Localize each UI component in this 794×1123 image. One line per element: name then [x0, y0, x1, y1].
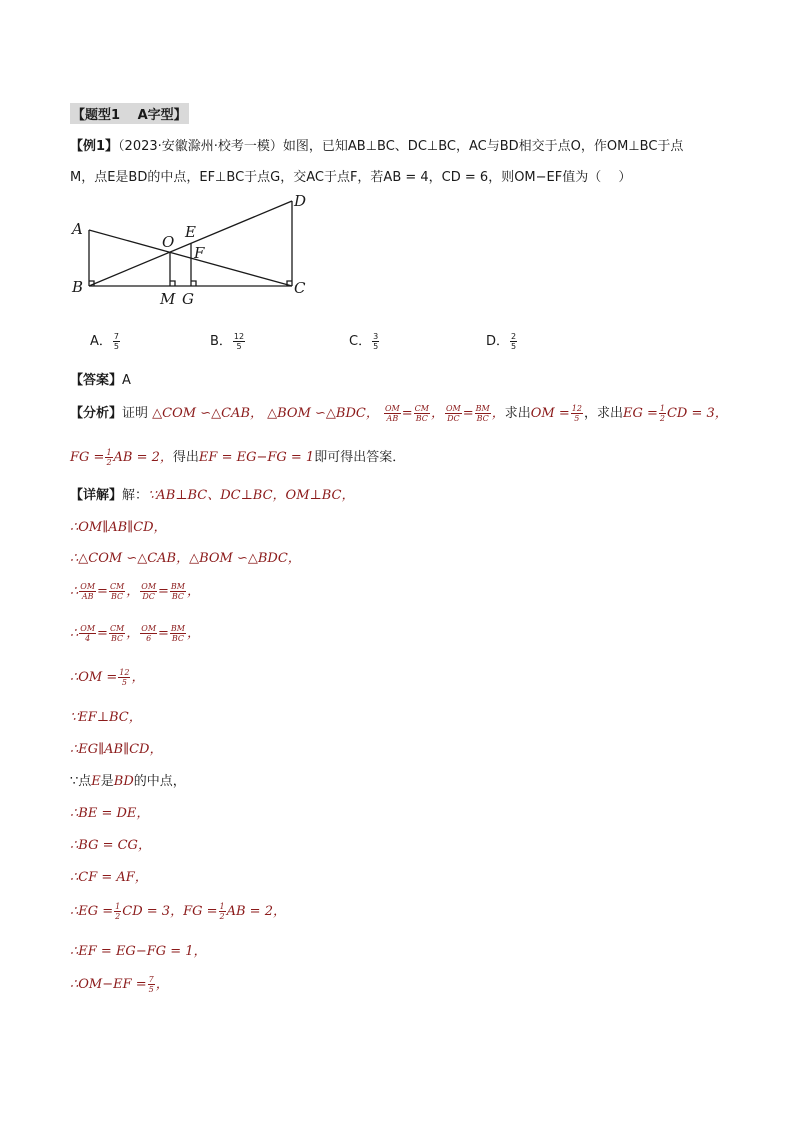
detail-line-5: ∴ $\frac{OM}{4}$ = $\frac{CM}{BC}$ ， $\frac{OM}{6}$ = $\frac{BM}{BC}$ ， [70, 624, 201, 643]
answer-label: 【答案】 [70, 373, 123, 388]
geometry-figure [66, 190, 316, 310]
detail-line-15: ∴OM−EF = $\frac{7}{5}$ ， [70, 975, 169, 994]
analysis-line-2: FG = $\frac{1}{2}$ AB = 2，得出EF = EG−FG = 1即可得出答案． [70, 448, 406, 467]
answer-value: A [122, 373, 131, 388]
detail-line-10: ∴BE = DE， [70, 806, 150, 821]
label-c: C [294, 279, 306, 297]
example-line-1 [70, 135, 683, 154]
detail-line-4: ∴ $\frac{OM}{AB}$ = $\frac{CM}{BC}$ ， $\frac{OM}{DC}$ = $\frac{BM}{BC}$ ， [70, 582, 201, 601]
detail-line-14: ∴EF = EG−FG = 1， [70, 944, 207, 959]
answer-line [70, 369, 131, 388]
right-angle-g [191, 281, 196, 286]
example-text-1: 如图，已知AB⊥BC、DC⊥BC，AC与BD相交于点O，作OM⊥BC于点 [282, 139, 684, 154]
detail-line-0: 【详解】解：∵AB⊥BC、DC⊥BC，OM⊥BC， [70, 488, 355, 503]
detail-line-11: ∴BG = CG， [70, 838, 151, 853]
detail-line-6: ∴OM = $\frac{12}{5}$ ， [70, 668, 145, 687]
detail-label: 【详解】 [70, 488, 123, 503]
label-d: D [294, 192, 307, 210]
section-title: 【题型1 A字型】 [70, 103, 189, 124]
label-m: M [160, 290, 176, 308]
example-line-2: M，点E是BD的中点，EF⊥BC于点G，交AC于点F，若AB = 4，CD = 6，则OM−EF值为（ ） [70, 170, 632, 185]
right-angle-m [170, 281, 175, 286]
detail-line-9: ∵点E是BD的中点， [70, 774, 186, 789]
label-e: E [185, 223, 196, 241]
option-b: B． $\frac{12}{5}$ [210, 332, 245, 351]
label-g: G [182, 290, 194, 308]
label-a: A [72, 220, 83, 238]
analysis-label: 【分析】 [70, 406, 123, 421]
option-a: A． $\frac{7}{5}$ [90, 332, 119, 351]
detail-line-3: ∴△COM ∽△CAB，△BOM ∽△BDC， [70, 551, 301, 566]
detail-line-13: ∴EG = $\frac{1}{2}$ CD = 3，FG = $\frac{1}{2}$ AB = 2， [70, 902, 286, 921]
option-d: D． $\frac{2}{5}$ [486, 332, 517, 351]
label-o: O [162, 233, 175, 251]
analysis-line-1: 【分析】证明 △COM ∽△CAB， △BOM ∽△BDC， $\frac{OM}{AB}$ = $\frac{CM}{BC}$ ， $\frac{OM}{DC}$ = $\frac{BM}{BC}$ ，求出OM = $\frac{12}{5}$ ，求出EG = $\frac{1}{2}$ CD = 3， [70, 404, 728, 423]
example-source: （2023·安徽滁州·校考一模） [118, 139, 283, 154]
option-c: C． $\frac{3}{5}$ [349, 332, 379, 351]
example-label: 【例1】 [70, 139, 119, 154]
detail-line-2: ∴OM∥AB∥CD， [70, 520, 167, 535]
detail-line-12: ∴CF = AF， [70, 870, 148, 885]
label-f: F [194, 244, 205, 262]
detail-line-7: ∵EF⊥BC， [70, 710, 142, 725]
detail-line-8: ∴EG∥AB∥CD， [70, 742, 163, 757]
label-b: B [72, 278, 84, 296]
